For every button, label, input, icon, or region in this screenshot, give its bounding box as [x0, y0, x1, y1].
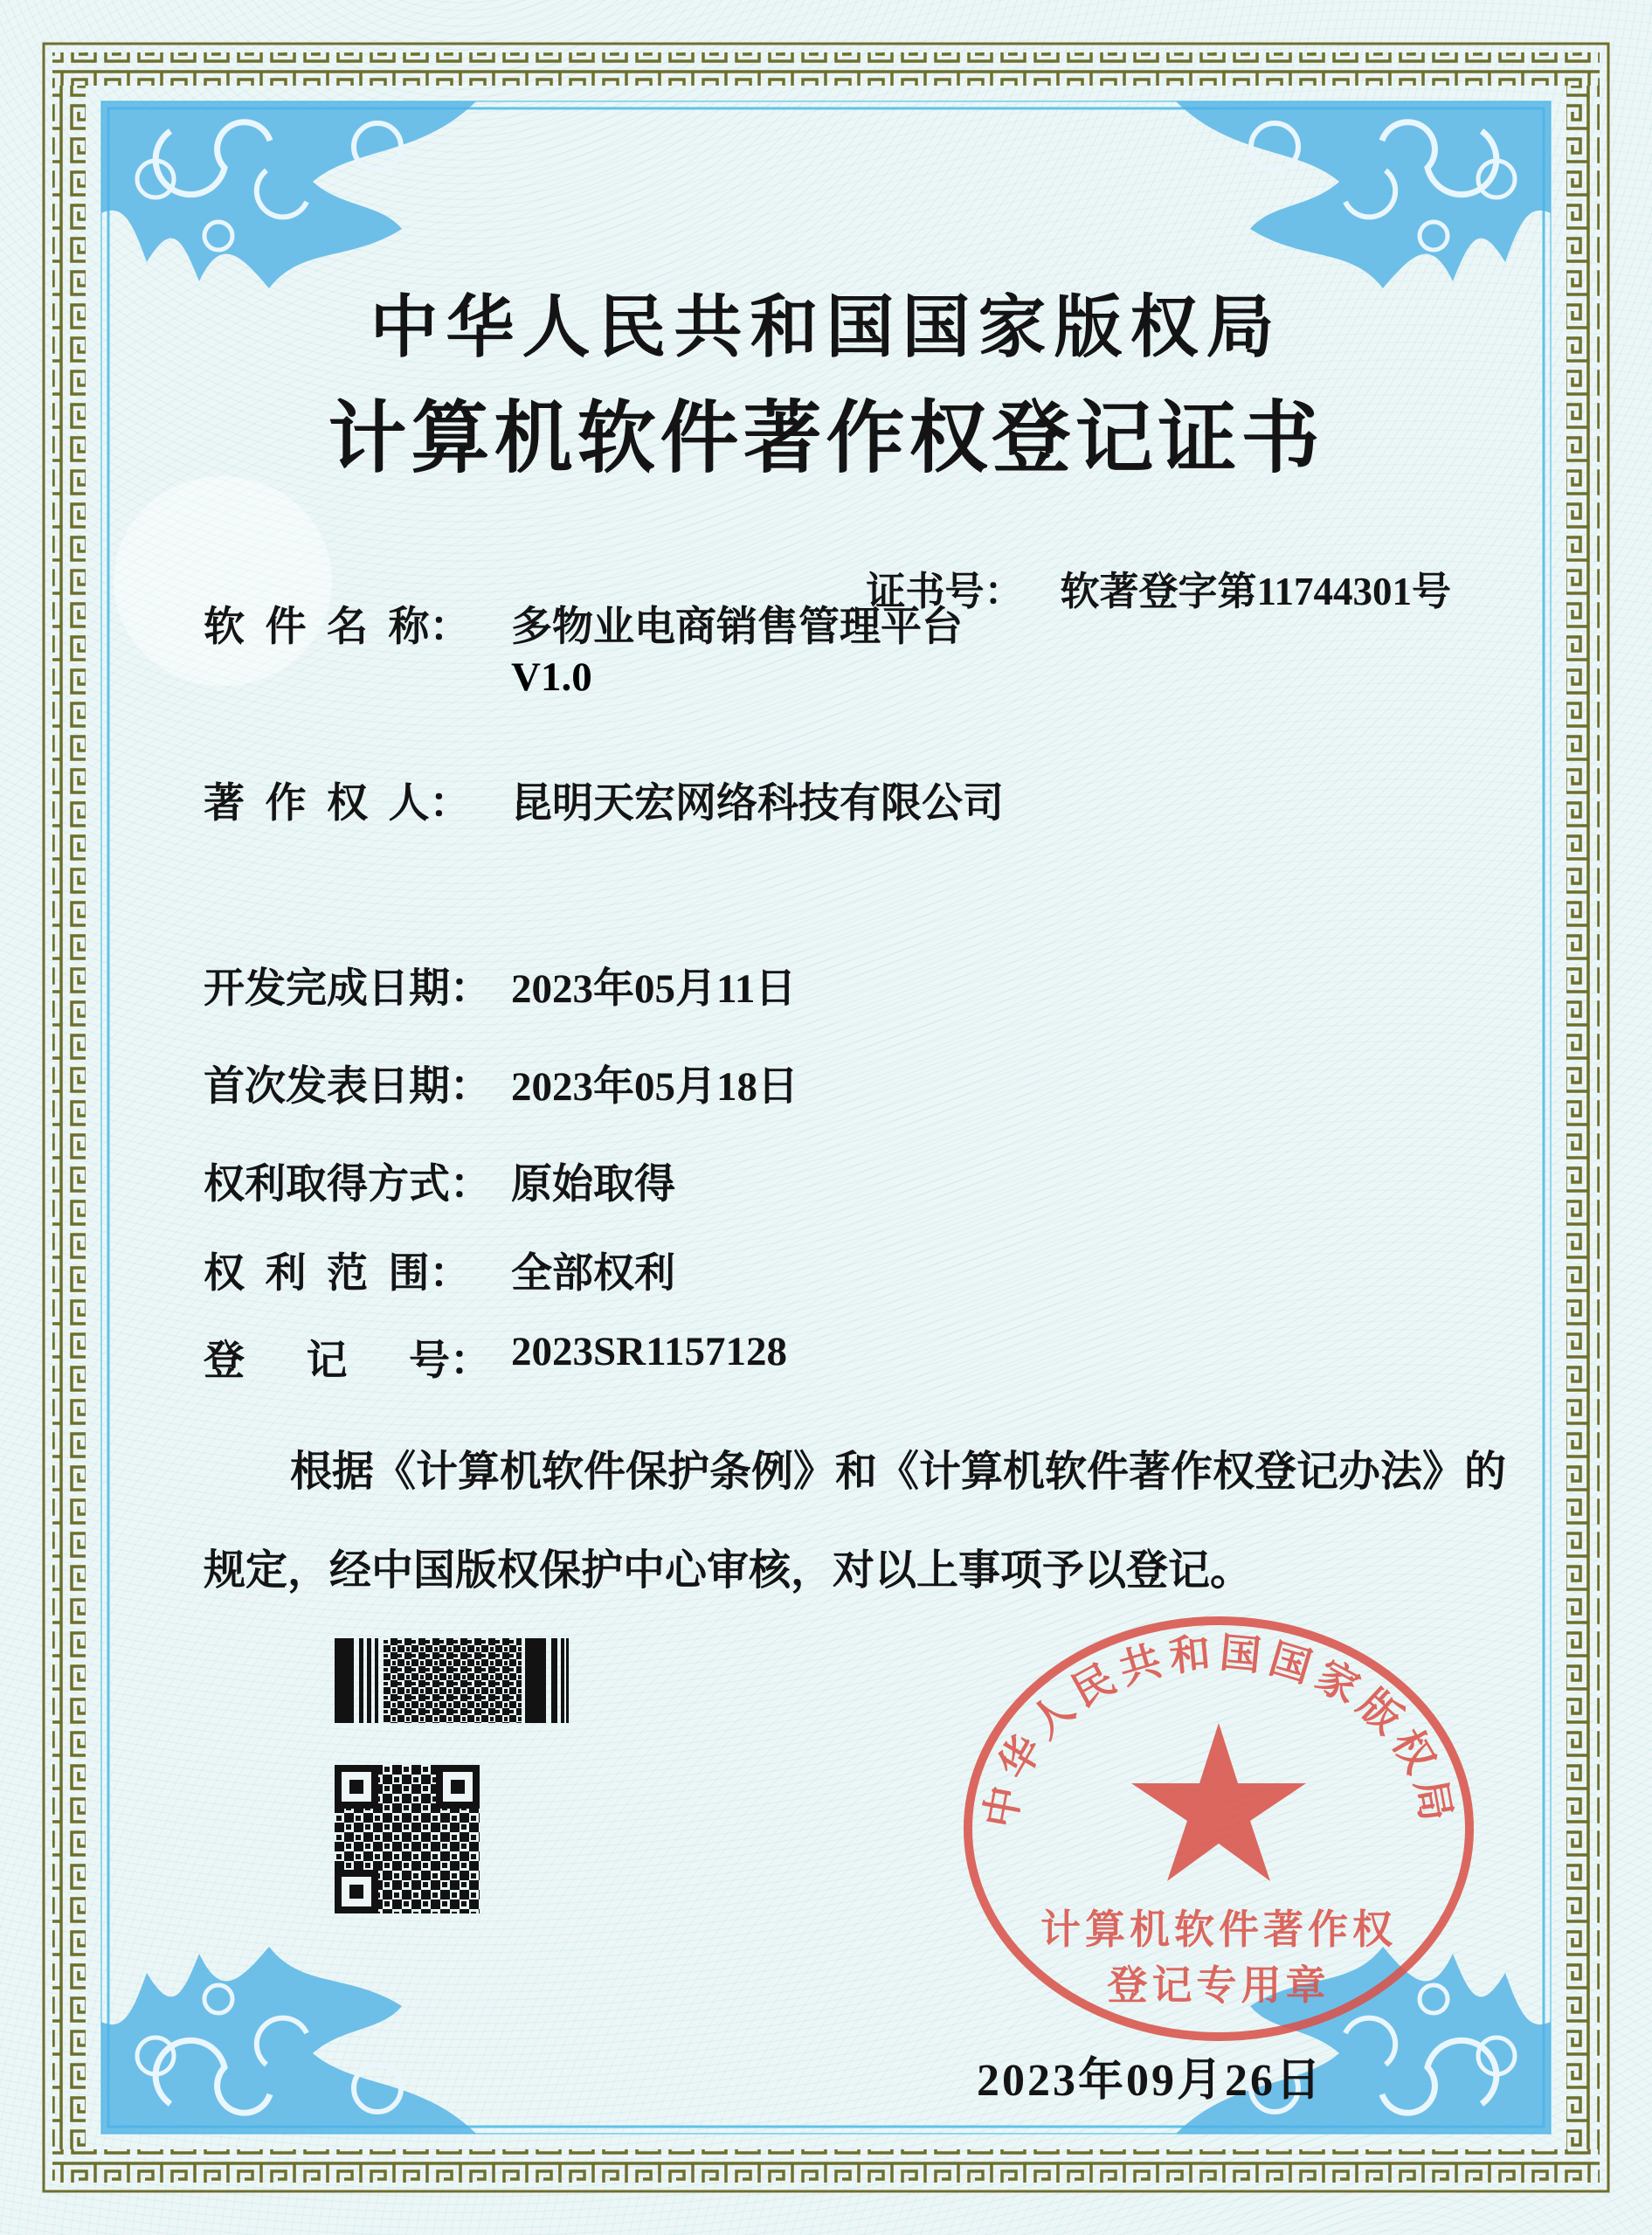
- field-registration-number: [204, 1328, 787, 1387]
- field-label: 开发完成日期：: [204, 966, 491, 1012]
- qr-code: [335, 1765, 480, 1913]
- qr-finder-top-right: [436, 1765, 480, 1809]
- field-software-name: [204, 594, 963, 653]
- body-paragraph-line1: 根据《计算机软件保护条例》和《计算机软件著作权登记办法》的: [290, 1449, 1507, 1495]
- field-value: 2023年05月11日: [511, 966, 797, 1012]
- corner-ornament-bottom-left: [101, 1947, 476, 2134]
- field-dev-complete-date: [204, 956, 796, 1014]
- software-version: V1.0: [511, 654, 592, 700]
- field-label: 著 作 权 人：: [204, 781, 471, 827]
- field-label: 登 记 号：: [204, 1339, 491, 1384]
- barcode: [335, 1638, 569, 1726]
- field-label: 权利取得方式：: [204, 1162, 491, 1207]
- seal-arc-text: 中华人民共和国国家版权局: [978, 1630, 1460, 1832]
- field-value: 多物业电商销售管理平台: [511, 605, 963, 650]
- corner-ornament-top-right: [1176, 101, 1551, 288]
- field-value: 全部权利: [511, 1251, 675, 1297]
- field-label: 权 利 范 围：: [204, 1251, 471, 1297]
- embossed-watermark: [114, 476, 332, 686]
- corner-ornament-top-left: [101, 101, 476, 288]
- field-rights-scope: [204, 1241, 675, 1299]
- field-rights-acquisition: [204, 1152, 675, 1210]
- seal-text-line1: 计算机软件著作权: [1040, 1907, 1397, 1952]
- field-label: 软 件 名 称：: [204, 605, 471, 650]
- field-first-publish-date: [204, 1054, 798, 1112]
- seal-text-line2: 登记专用章: [1107, 1963, 1331, 2008]
- field-copyright-owner: [204, 771, 1004, 829]
- certificate-title: 计算机软件著作权登记证书: [328, 396, 1324, 482]
- certificate-number-value: 软著登字第11744301号: [1060, 570, 1451, 613]
- body-paragraph-line2: 规定，经中国版权保护中心审核，对以上事项予以登记。: [204, 1547, 1253, 1594]
- field-value: 2023年05月18日: [511, 1064, 798, 1110]
- star-icon: [1131, 1723, 1306, 1881]
- issuing-authority: 中华人民共和国国家版权局: [370, 289, 1282, 365]
- qr-finder-top-left: [335, 1765, 378, 1809]
- field-value: 昆明天宏网络科技有限公司: [511, 781, 1004, 827]
- official-seal: [944, 1599, 1520, 2088]
- field-value: 原始取得: [511, 1162, 675, 1207]
- field-label: 首次发表日期：: [204, 1064, 491, 1110]
- field-value: 2023SR1157128: [511, 1329, 787, 1374]
- issue-date: 2023年09月26日: [977, 2056, 1324, 2106]
- certificate-number-label: 证书号：: [866, 570, 1024, 613]
- qr-finder-bottom-left: [335, 1870, 378, 1913]
